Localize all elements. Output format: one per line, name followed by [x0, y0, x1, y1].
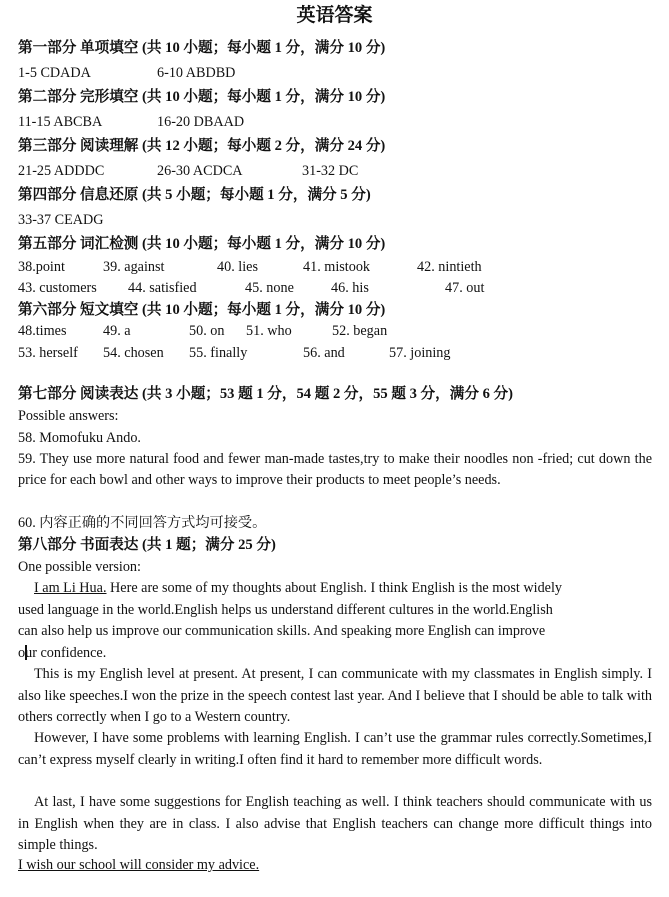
part6-word: 51. who [246, 323, 292, 339]
part6-word: 55. finally [189, 345, 248, 361]
essay-line: used language in the world.English helps us understand different cultures in the world.English [18, 601, 553, 618]
part2-answer-2: 16-20 DBAAD [157, 114, 245, 130]
essay-opening-sentence: I am Li Hua. [34, 580, 107, 596]
part7-heading: 第七部分 阅读表达 (共 3 小题；53 题 1 分，54 题 2 分，55 题 3 分，满分 6 分) [18, 386, 513, 402]
essay-paragraph-1 [18, 578, 652, 664]
part3-heading: 第三部分 阅读理解 (共 12 小题；每小题 2 分，满分 24 分) [18, 138, 386, 154]
essay-paragraph-3: However, I have some problems with learning English. I can’t use the grammar rules correctly.Sometimes,I can’t express myself clearly in writing.I often find it hard to remember more difficult words. [18, 730, 652, 768]
page-title: 英语答案 [296, 5, 373, 26]
part3-answer-2: 26-30 ACDCA [157, 163, 243, 179]
essay-text-fragment: ur confidence. [25, 644, 107, 661]
part5-word: 47. out [445, 280, 485, 296]
part6-word: 57. joining [389, 345, 451, 361]
part6-heading: 第六部分 短文填空 (共 10 小题；每小题 1 分，满分 10 分) [18, 302, 386, 318]
answer-59: 59. They use more natural food and fewer man-made tastes,try to make their noodles non -fried; cut down the price for each bowl and other ways to improve their products to meet people’s needs. [18, 451, 652, 488]
part6-word: 48.times [18, 323, 67, 339]
part4-answer-1: 33-37 CEADG [18, 212, 104, 228]
part5-word: 45. none [245, 280, 294, 296]
part2-answer-1: 11-15 ABCBA [18, 114, 103, 130]
part7-intro: Possible answers: [18, 408, 119, 424]
part3-answer-3: 31-32 DC [302, 163, 359, 179]
part4-heading: 第四部分 信息还原 (共 5 小题；每小题 1 分，满分 5 分) [18, 187, 371, 203]
essay-line: can also help us improve our communication skills. And speaking more English can improve [18, 623, 546, 639]
essay-paragraph-4: At last, I have some suggestions for English teaching as well. I think teachers should communicate with us in English when they are in class. I also advise that English teachers can change more difficult things into simple things. [18, 794, 652, 853]
essay-line: Here are some of my thoughts about English. I think English is the most widely [106, 580, 563, 596]
part6-word: 49. a [103, 323, 131, 339]
part6-word: 52. began [332, 323, 388, 339]
part1-heading: 第一部分 单项填空 (共 10 小题；每小题 1 分，满分 10 分) [18, 40, 386, 56]
part6-word: 50. on [189, 323, 225, 339]
part1-answer-1: 1-5 CDADA [18, 65, 91, 81]
part5-word: 39. against [103, 259, 165, 275]
part5-word: 42. nintieth [417, 259, 482, 275]
answer-60: 60. 内容正确的不同回答方式均可接受。 [18, 515, 267, 531]
part1-answer-2: 6-10 ABDBD [157, 65, 236, 81]
essay-text-fragment: o [18, 644, 26, 661]
part5-word: 38.point [18, 259, 65, 275]
essay-closing: I wish our school will consider my advice. [18, 857, 260, 873]
part5-word: 44. satisfied [128, 280, 197, 296]
part2-heading: 第二部分 完形填空 (共 10 小题；每小题 1 分，满分 10 分) [18, 89, 386, 105]
part5-word: 46. his [331, 280, 369, 296]
part5-heading: 第五部分 词汇检测 (共 10 小题；每小题 1 分，满分 10 分) [18, 236, 386, 252]
part6-word: 53. herself [18, 345, 78, 361]
part3-answer-1: 21-25 ADDDC [18, 163, 105, 179]
essay-paragraph-2: This is my English level at present. At present, I can communicate with my classmates in English simply. I also like speeches.I won the prize in the speech contest last year. And I believe that I should be able to talk with others correctly when I go to a Western country. [18, 666, 652, 725]
part8-heading: 第八部分 书面表达 (共 1 题；满分 25 分) [18, 537, 276, 553]
part6-word: 56. and [303, 345, 345, 361]
answer-58: 58. Momofuku Ando. [18, 430, 141, 446]
part5-word: 41. mistook [303, 259, 371, 275]
part6-word: 54. chosen [103, 345, 164, 361]
part5-word: 43. customers [18, 280, 97, 296]
part5-word: 40. lies [217, 259, 258, 275]
part8-intro: One possible version: [18, 559, 141, 575]
